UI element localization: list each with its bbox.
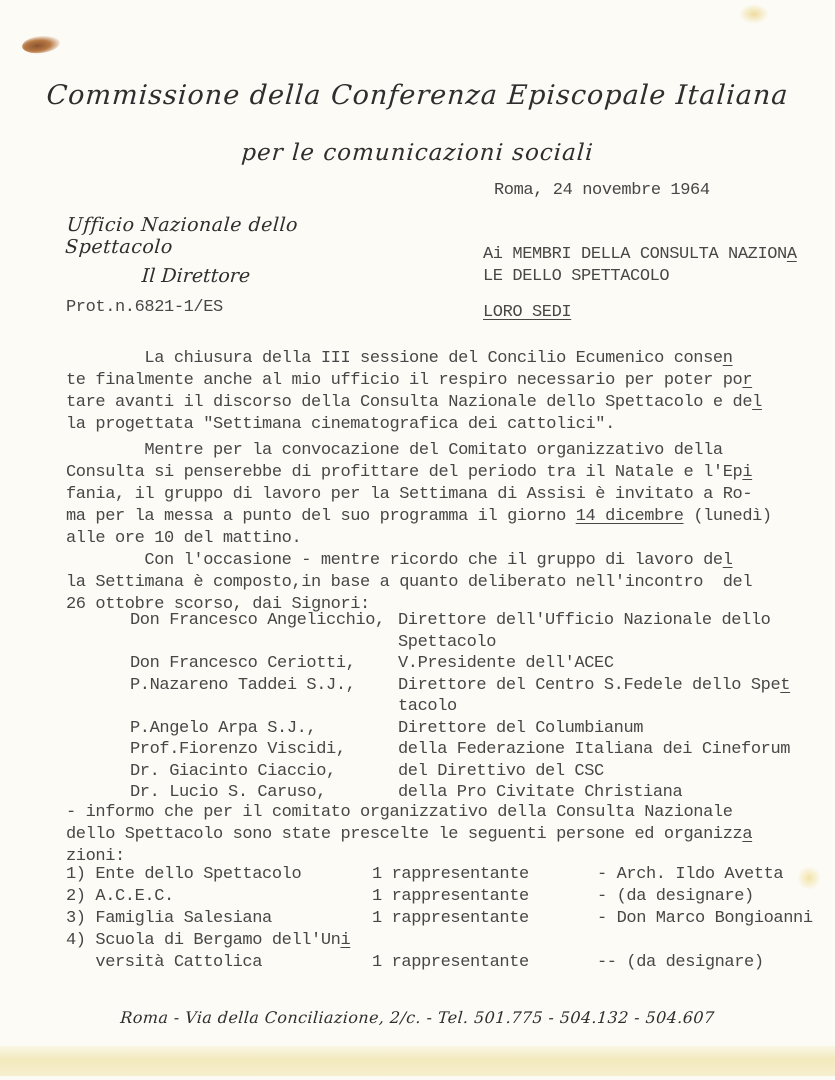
date-line: Roma, 24 novembre 1964 bbox=[494, 181, 710, 200]
body-line: Con l'occasione - mentre ricordo che il gruppo di lavoro del bbox=[66, 551, 733, 570]
body-line: la progettata "Settimana cinematografica dei cattolici". bbox=[66, 415, 615, 434]
footer-address: Roma - Via della Conciliazione, 2/c. - Tel. 501.775 - 504.132 - 504.607 bbox=[119, 1008, 716, 1027]
member-name: Don Francesco Ceriotti, bbox=[130, 654, 356, 673]
body-line: - informo che per il comitato organizzativo della Consulta Nazionale bbox=[66, 803, 733, 822]
recipient-salutation: LORO SEDI bbox=[483, 303, 572, 322]
rep-organization: 3) Famiglia Salesiana bbox=[66, 909, 272, 928]
rep-count bbox=[372, 930, 597, 952]
rep-count: 1 rappresentante bbox=[372, 887, 529, 906]
paper-stain-top-left bbox=[21, 34, 61, 56]
bottom-paper-edge-band bbox=[0, 1046, 835, 1076]
rep-row bbox=[66, 952, 816, 974]
member-row bbox=[130, 718, 796, 740]
rep-organization: 2) A.C.E.C. bbox=[66, 887, 174, 906]
body-line: te finalmente anche al mio ufficio il respiro necessario per poter por bbox=[66, 371, 753, 390]
representatives-list bbox=[66, 864, 816, 974]
rep-organization: versità Cattolica bbox=[66, 953, 263, 972]
member-role bbox=[398, 675, 796, 718]
body-paragraph-1 bbox=[66, 348, 806, 436]
member-role-line: Direttore del Centro S.Fedele dello Spet bbox=[398, 675, 791, 695]
recipient-address bbox=[483, 244, 797, 288]
body-paragraph-4 bbox=[66, 802, 806, 868]
member-role-line: della Federazione Italiana dei Cineforum bbox=[398, 740, 791, 759]
protocol-number: Prot.n.6821-1/ES bbox=[66, 298, 223, 317]
member-role-line: Direttore del Columbianum bbox=[398, 718, 644, 738]
rep-count: 1 rappresentante bbox=[372, 909, 529, 928]
rep-assignee: - (da designare) bbox=[597, 887, 754, 906]
rep-row bbox=[66, 930, 816, 952]
member-role-line: tacolo bbox=[398, 697, 457, 716]
rep-assignee: -- (da designare) bbox=[597, 953, 764, 972]
rep-assignee: - Don Marco Bongioanni bbox=[597, 909, 813, 928]
rep-count: 1 rappresentante bbox=[372, 865, 529, 884]
member-row bbox=[130, 653, 796, 675]
body-line: alle ore 10 del mattino. bbox=[66, 529, 302, 548]
member-row bbox=[130, 761, 796, 783]
member-role-line: Spettacolo bbox=[398, 632, 497, 652]
body-line: Mentre per la convocazione del Comitato organizzativo della bbox=[66, 441, 723, 460]
sender-block bbox=[66, 214, 402, 319]
paper-stain-top-right bbox=[739, 4, 769, 24]
member-name: P.Angelo Arpa S.J., bbox=[130, 718, 317, 738]
member-role bbox=[398, 739, 796, 761]
body-line: La chiusura della III sessione del Concilio Ecumenico consen bbox=[66, 349, 733, 368]
rep-row bbox=[66, 908, 816, 930]
body-line: Consulta si penserebbe di profittare del periodo tra il Natale e l'Epi bbox=[66, 463, 753, 482]
member-name: Dr. Giacinto Ciaccio, bbox=[130, 761, 336, 781]
member-row bbox=[130, 782, 796, 804]
letterhead-line1: Commissione della Conferenza Episcopale Italiana bbox=[45, 80, 790, 111]
member-name: Don Francesco Angelicchio, bbox=[130, 611, 385, 630]
recipient-block bbox=[483, 244, 797, 324]
rep-row bbox=[66, 886, 816, 908]
body-line: 26 ottobre scorso, dai Signori: bbox=[66, 595, 370, 614]
working-group-members-list bbox=[130, 610, 796, 804]
body-paragraph-2 bbox=[66, 440, 806, 550]
rep-organization: 4) Scuola di Bergamo dell'Uni bbox=[66, 931, 351, 950]
body-paragraph-3 bbox=[66, 550, 806, 616]
member-role bbox=[398, 761, 796, 783]
member-role-line: Direttore dell'Ufficio Nazionale dello bbox=[398, 611, 771, 630]
member-name: P.Nazareno Taddei S.J., bbox=[130, 675, 356, 695]
body-line: dello Spettacolo sono state prescelte le seguenti persone ed organizza bbox=[66, 825, 753, 844]
member-role-line: della Pro Civitate Christiana bbox=[398, 783, 683, 802]
member-role bbox=[398, 653, 796, 675]
member-row bbox=[130, 675, 796, 718]
member-role-line: del Direttivo del CSC bbox=[398, 761, 604, 781]
member-row bbox=[130, 610, 796, 653]
member-name: Prof.Fiorenzo Viscidi, bbox=[130, 740, 346, 759]
member-name: Dr. Lucio S. Caruso, bbox=[130, 783, 327, 802]
rep-row bbox=[66, 864, 816, 886]
body-line: la Settimana è composto,in base a quanto deliberato nell'incontro del bbox=[66, 573, 753, 592]
body-line: zioni: bbox=[66, 847, 125, 866]
sender-office: Ufficio Nazionale dello Spettacolo bbox=[64, 214, 299, 258]
rep-organization: 1) Ente dello Spettacolo bbox=[66, 865, 302, 884]
body-line: tare avanti il discorso della Consulta Nazionale dello Spettacolo e del bbox=[66, 393, 762, 412]
letterhead-line2: per le comunicazioni sociali bbox=[240, 140, 595, 166]
rep-assignee: - Arch. Ildo Avetta bbox=[597, 865, 784, 884]
member-role-line: V.Presidente dell'ACEC bbox=[398, 654, 614, 673]
member-role bbox=[398, 718, 796, 740]
member-role bbox=[398, 782, 796, 804]
rep-count: 1 rappresentante bbox=[372, 953, 529, 972]
body-line: fania, il gruppo di lavoro per la Settimana di Assisi è invitato a Ro- bbox=[66, 485, 753, 504]
recipient-line: Ai MEMBRI DELLA CONSULTA NAZIONA bbox=[483, 245, 797, 264]
member-role bbox=[398, 610, 796, 653]
sender-role: Il Direttore bbox=[141, 265, 251, 287]
member-row bbox=[130, 739, 796, 761]
recipient-line: LE DELLO SPETTACOLO bbox=[483, 267, 670, 286]
body-line: ma per la messa a punto del suo programma il giorno 14 dicembre (lunedì) bbox=[66, 507, 772, 526]
